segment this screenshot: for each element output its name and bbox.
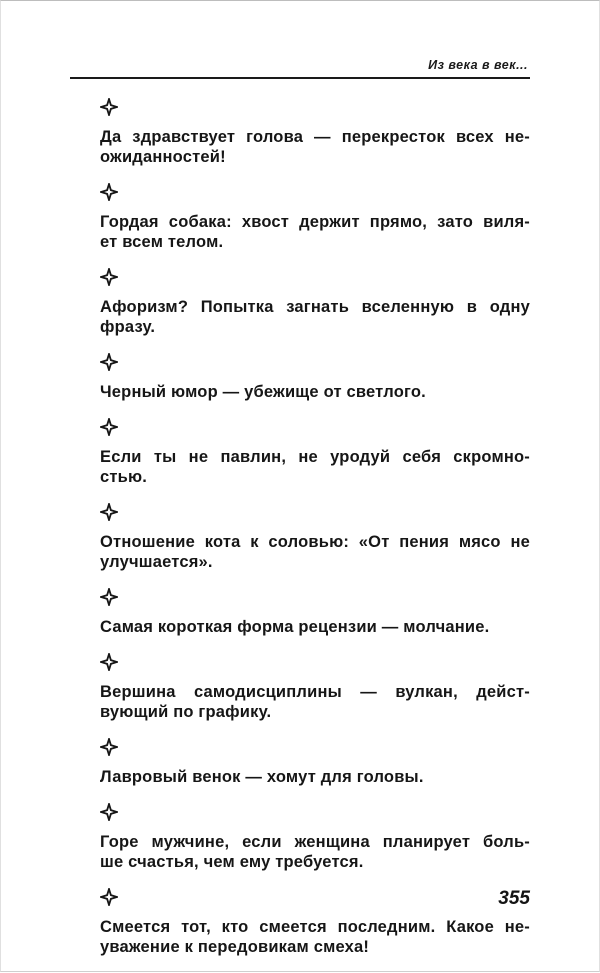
four-point-star-icon: [100, 268, 118, 286]
aphorism-entry: [100, 268, 530, 337]
aphorism-entry: [100, 98, 530, 167]
text-line: улучшается».: [100, 553, 213, 571]
text-line: Отношение кота к соловью: «От пения мясо не: [100, 533, 530, 551]
text-line: ше счастья, чем ему требуется.: [100, 853, 364, 871]
aphorism-text: [100, 767, 530, 787]
running-head: Из века в век...: [428, 58, 528, 72]
aphorism-entry: [100, 503, 530, 572]
text-line: Вершина самодисциплины — вулкан, дейст-: [100, 683, 530, 701]
text-line: Черный юмор — убежище от светлого.: [100, 383, 426, 401]
aphorism-entry: [100, 888, 530, 957]
aphorism-entry: [100, 183, 530, 252]
header-rule: [70, 77, 530, 79]
aphorism-entry: [100, 418, 530, 487]
text-line: ожиданностей!: [100, 148, 226, 166]
text-line: уважение к передовикам смеха!: [100, 938, 370, 956]
text-line: Горе мужчине, если женщина планирует боль-: [100, 833, 530, 851]
aphorism-entry: [100, 588, 530, 637]
text-line: Афоризм? Попытка загнать вселенную в одну: [100, 298, 530, 316]
aphorism-text: [100, 447, 530, 487]
aphorism-text: [100, 212, 530, 252]
four-point-star-icon: [100, 653, 118, 671]
four-point-star-icon: [100, 588, 118, 606]
aphorism-list: [100, 98, 530, 973]
four-point-star-icon: [100, 418, 118, 436]
four-point-star-icon: [100, 888, 118, 906]
aphorism-entry: [100, 803, 530, 872]
aphorism-text: [100, 682, 530, 722]
aphorism-text: [100, 917, 530, 957]
text-line: Да здравствует голова — перекресток всех не-: [100, 128, 530, 146]
aphorism-text: [100, 127, 530, 167]
aphorism-text: [100, 617, 530, 637]
four-point-star-icon: [100, 503, 118, 521]
aphorism-entry: [100, 353, 530, 402]
text-line: Смеется тот, кто смеется последним. Какое не-: [100, 918, 530, 936]
aphorism-text: [100, 297, 530, 337]
text-line: ет всем телом.: [100, 233, 224, 251]
aphorism-entry: [100, 738, 530, 787]
four-point-star-icon: [100, 98, 118, 116]
aphorism-text: [100, 832, 530, 872]
text-line: Самая короткая форма рецензии — молчание.: [100, 618, 490, 636]
page-number: 355: [498, 888, 530, 909]
four-point-star-icon: [100, 353, 118, 371]
text-line: Гордая собака: хвост держит прямо, зато виля-: [100, 213, 530, 231]
aphorism-entry: [100, 653, 530, 722]
text-line: Лавровый венок — хомут для головы.: [100, 768, 424, 786]
aphorism-text: [100, 382, 530, 402]
text-line: фразу.: [100, 318, 156, 336]
four-point-star-icon: [100, 738, 118, 756]
four-point-star-icon: [100, 803, 118, 821]
text-line: вующий по графику.: [100, 703, 272, 721]
four-point-star-icon: [100, 183, 118, 201]
text-line: стью.: [100, 468, 148, 486]
text-line: Если ты не павлин, не уродуй себя скромно-: [100, 448, 530, 466]
aphorism-text: [100, 532, 530, 572]
